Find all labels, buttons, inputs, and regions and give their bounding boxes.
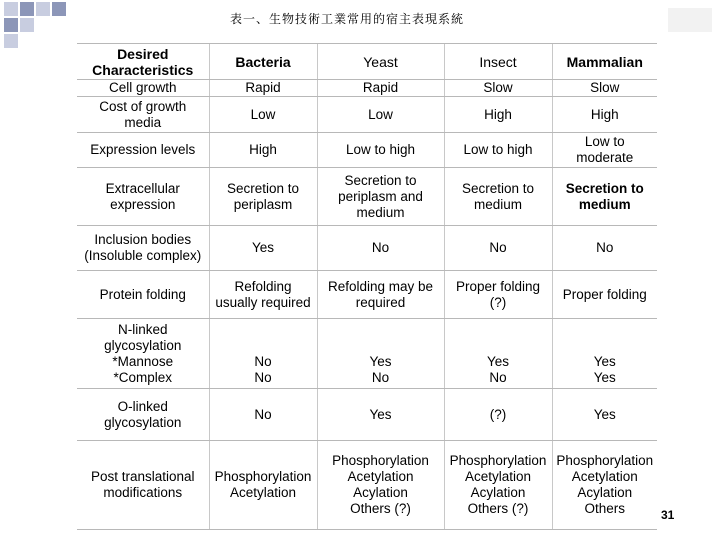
table-cell: No — [444, 226, 552, 271]
table-cell: Secretion to medium — [444, 168, 552, 226]
table-cell: Yes — [552, 389, 657, 441]
corner-decoration — [0, 0, 70, 50]
table-cell: High — [552, 97, 657, 133]
table-cell: Low to moderate — [552, 133, 657, 168]
table-cell: Protein folding — [77, 271, 209, 319]
table-cell: Slow — [552, 80, 657, 97]
table-cell: O-linked glycosylation — [77, 389, 209, 441]
table-cell: Yes Yes — [552, 319, 657, 389]
column-header: Mammalian — [552, 44, 657, 80]
table-cell: High — [444, 97, 552, 133]
table-cell: No — [317, 226, 444, 271]
table-row — [77, 97, 657, 133]
slide-title: 表一、生物技術工業常用的宿主表現系統 — [230, 12, 465, 26]
table-cell: N-linked glycosylation *Mannose *Complex — [77, 319, 209, 389]
table-cell: Rapid — [209, 80, 317, 97]
table-cell: No — [209, 389, 317, 441]
table-cell: Phosphorylation Acetylation Acylation Others (?) — [317, 441, 444, 530]
table-cell: Low to high — [444, 133, 552, 168]
deco-square — [52, 2, 66, 16]
table-cell: Rapid — [317, 80, 444, 97]
table-cell: Low to high — [317, 133, 444, 168]
table-cell: Secretion to periplasm — [209, 168, 317, 226]
table-row — [77, 226, 657, 271]
table-cell: Yes — [209, 226, 317, 271]
table-row — [77, 319, 657, 389]
table-row — [77, 441, 657, 530]
deco-square — [4, 18, 18, 32]
table-cell: Inclusion bodies (Insoluble complex) — [77, 226, 209, 271]
table-cell: Secretion to medium — [552, 168, 657, 226]
table-cell: No No — [209, 319, 317, 389]
column-header: Bacteria — [209, 44, 317, 80]
table-cell: No — [552, 226, 657, 271]
table-cell: Refolding usually required — [209, 271, 317, 319]
host-expression-table — [77, 43, 657, 530]
deco-square — [20, 2, 34, 16]
table-cell: Low — [209, 97, 317, 133]
deco-square — [4, 34, 18, 48]
column-header: Yeast — [317, 44, 444, 80]
table-row — [77, 271, 657, 319]
table-cell: Phosphorylation Acetylation Acylation Others — [552, 441, 657, 530]
table-cell: Phosphorylation Acetylation — [209, 441, 317, 530]
table-cell: Extracellular expression — [77, 168, 209, 226]
table-cell: Secretion to periplasm and medium — [317, 168, 444, 226]
table-cell: Proper folding (?) — [444, 271, 552, 319]
table-cell: Refolding may be required — [317, 271, 444, 319]
table-row — [77, 389, 657, 441]
column-header: Insect — [444, 44, 552, 80]
table-cell: Proper folding — [552, 271, 657, 319]
table-cell: Yes — [317, 389, 444, 441]
table-cell: Yes No — [444, 319, 552, 389]
table-cell: (?) — [444, 389, 552, 441]
table-cell: Expression levels — [77, 133, 209, 168]
deco-square — [36, 2, 50, 16]
table-cell: Cost of growth media — [77, 97, 209, 133]
table-row — [77, 80, 657, 97]
page-number: 31 — [661, 508, 675, 522]
corner-placeholder — [668, 8, 712, 32]
table-row — [77, 133, 657, 168]
deco-square — [20, 18, 34, 32]
table-cell: Cell growth — [77, 80, 209, 97]
table-header-row — [77, 44, 657, 80]
table-cell: Yes No — [317, 319, 444, 389]
table-cell: Low — [317, 97, 444, 133]
table-cell: Post translational modifications — [77, 441, 209, 530]
table-cell: Slow — [444, 80, 552, 97]
table-cell: Phosphorylation Acetylation Acylation Others (?) — [444, 441, 552, 530]
column-header: Desired Characteristics — [77, 44, 209, 80]
table-cell: High — [209, 133, 317, 168]
deco-square — [4, 2, 18, 16]
table-row — [77, 168, 657, 226]
